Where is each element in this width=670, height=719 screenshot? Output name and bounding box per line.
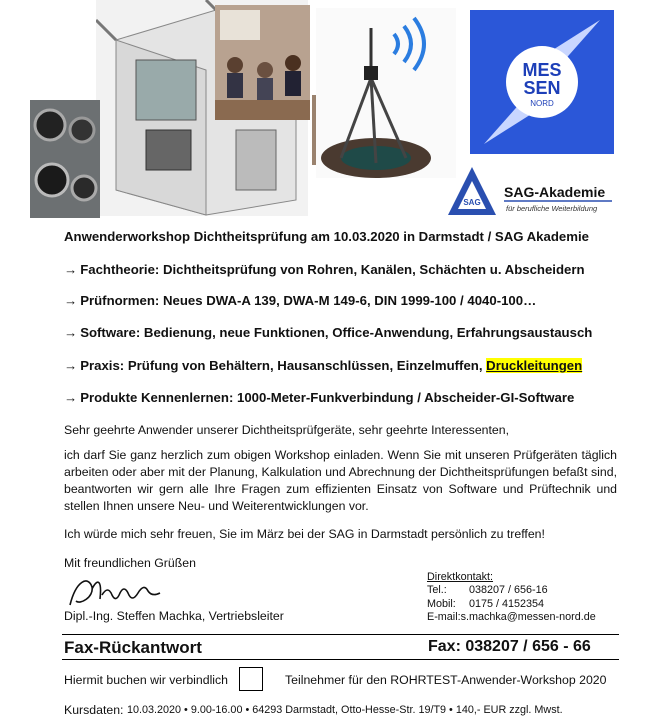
highlighted-term: Druckleitungen	[486, 358, 583, 373]
topic-produkte	[64, 390, 574, 405]
participant-count-box[interactable]	[239, 667, 263, 691]
topic-text: Produkte Kennenlernen: 1000-Meter-Funkverbindung / Abscheider-GI-Software	[80, 390, 575, 405]
booking-suffix: Teilnehmer für den ROHRTEST-Anwender-Workshop 2020	[285, 673, 607, 687]
fax-title: Fax-Rückantwort	[64, 638, 202, 657]
sag-logo-tagline: für berufliche Weiterbildung	[506, 204, 598, 213]
topic-text: Software: Bedienung, neue Funktionen, Office-Anwendung, Erfahrungsaustausch	[80, 325, 593, 340]
topic-praxis	[64, 358, 582, 373]
topic-text: Praxis: Prüfung von Behältern, Hausanschlüssen, Einzelmuffen,	[80, 358, 483, 373]
fax-number: Fax: 038207 / 656 - 66	[428, 638, 591, 655]
closing-line: Ich würde mich sehr freuen, Sie im März bei der SAG in Darmstadt persönlich zu treffen!	[64, 527, 545, 541]
salutation: Sehr geehrte Anwender unserer Dichtheitsprüfgeräte, sehr geehrte Interessenten,	[64, 423, 510, 437]
course-details: 10.03.2020 • 9.00-16.00 • 64293 Darmstadt, Otto-Hesse-Str. 19/T9 • 140,- EUR zzgl. Mwst.	[127, 704, 563, 716]
divider	[62, 634, 619, 635]
tel-label: Tel.:	[427, 584, 447, 597]
sag-badge-text: SAG	[463, 198, 481, 207]
workshop-title: Anwenderworkshop Dichtheitsprüfung am 10.03.2020 in Darmstadt / SAG Akademie	[64, 229, 589, 244]
radio-tripod-photo	[316, 8, 456, 178]
contact-block	[427, 571, 596, 624]
logo-messen-line3: NORD	[530, 99, 554, 108]
tel-value: 038207 / 656-16	[469, 584, 548, 597]
mobil-label: Mobil:	[427, 597, 456, 610]
arrow-icon: →	[64, 390, 78, 405]
logo-messen-line1: MES	[522, 60, 562, 80]
sag-akademie-logo	[446, 165, 618, 220]
signer-name: Dipl.-Ing. Steffen Machka, Vertriebsleiter	[64, 609, 284, 623]
arrow-icon: →	[64, 325, 78, 340]
course-label: Kursdaten:	[64, 703, 124, 717]
logo-messen-line2: SEN	[523, 78, 561, 98]
contact-email: E-mail:s.machka@messen-nord.de	[427, 610, 596, 623]
contact-mobil	[427, 598, 596, 611]
topic-text: Prüfnormen: Neues DWA-A 139, DWA-M 149-6, DIN 1999-100 / 4040-100…	[80, 293, 537, 308]
mobil-value: 0175 / 4152354	[469, 597, 545, 610]
topic-fachtheorie	[64, 262, 585, 277]
topic-software	[64, 325, 592, 340]
topic-pruefnormen	[64, 293, 536, 308]
arrow-icon: →	[64, 293, 78, 308]
arrow-icon: →	[64, 262, 78, 277]
messen-nord-logo	[470, 10, 614, 154]
body-paragraph: ich darf Sie ganz herzlich zum obigen Workshop einladen. Wenn Sie mit unseren Prüfgeräten täglich arbeiten oder aber mit der Planung, Kalkulation und Abrechnung der Dichtheitsprüfungen befaßt sind, beantworten wir gern alle Ihre Fragen zum effizienten Einsatz von Software und Prüftechnik und stellen Ihnen unsere Neu- und Weiterentwicklungen vor.	[64, 448, 617, 513]
workshop-photo-1	[215, 5, 310, 120]
topic-text: Fachtheorie: Dichtheitsprüfung von Rohren, Kanälen, Schächten u. Abscheidern	[80, 262, 585, 277]
divider	[62, 659, 619, 660]
contact-heading: Direktkontakt:	[427, 571, 494, 583]
contact-tel	[427, 584, 596, 597]
arrow-icon: →	[64, 358, 78, 373]
valve-parts-photo	[30, 100, 100, 218]
greeting: Mit freundlichen Grüßen	[64, 556, 196, 570]
booking-prefix: Hiermit buchen wir verbindlich	[64, 673, 229, 687]
sag-logo-name: SAG-Akademie	[504, 184, 606, 200]
